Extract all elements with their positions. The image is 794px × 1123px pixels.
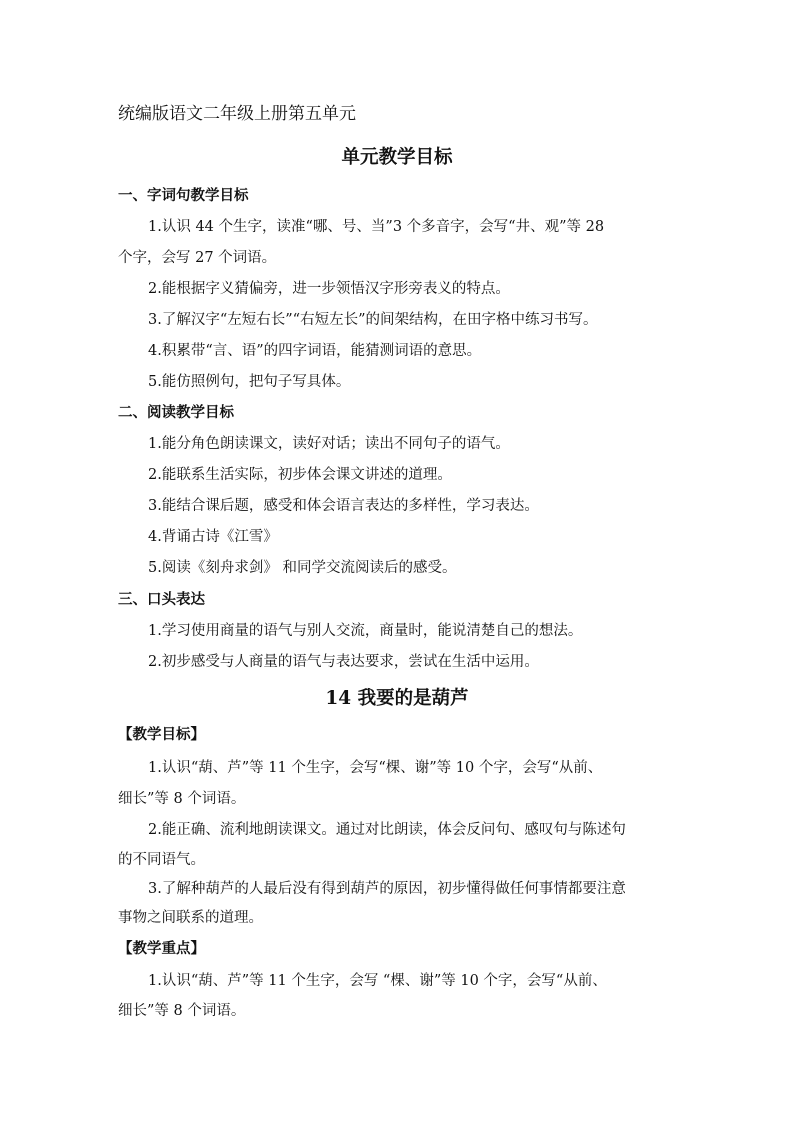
paragraph-line: 1.学习使用商量的语气与别人交流，商量时，能说清楚自己的想法。 [148,623,583,639]
paragraph-line: 5.阅读《刻舟求剑》 和同学交流阅读后的感受。 [148,560,457,576]
paragraph-line: 3.了解汉字“左短右长”“右短左长”的间架结构，在田字格中练习书写。 [148,312,598,328]
paragraph-line: 2.能根据字义猜偏旁，进一步领悟汉字形旁表义的特点。 [148,281,510,297]
lesson-title: 14 我要的是葫芦 [325,688,469,709]
paragraph-line: 事物之间联系的道理。 [118,910,263,926]
paragraph-line: 的不同语气。 [118,852,205,868]
paragraph-line: 3.能结合课后题，感受和体会语言表达的多样性，学习表达。 [148,498,539,514]
paragraph-line: 5.能仿照例句，把句子写具体。 [148,374,351,390]
paragraph-line: 1.认识“葫、芦”等 11 个生字，会写“棵、谢”等 10 个字，会写“从前、 [148,760,603,776]
document-header: 统编版语文二年级上册第五单元 [118,104,356,124]
paragraph-line: 1.认识“葫、芦”等 11 个生字，会写 “棵、谢”等 10 个字，会写“从前、 [148,973,607,989]
paragraph-line: 2.能联系生活实际，初步体会课文讲述的道理。 [148,467,452,483]
section-heading-2: 二、阅读教学目标 [118,404,234,421]
teaching-goals-heading: 【教学目标】 [118,726,205,743]
paragraph-line: 2.初步感受与人商量的语气与表达要求，尝试在生活中运用。 [148,654,539,670]
teaching-keypoints-heading: 【教学重点】 [118,940,205,957]
section-heading-3: 三、口头表达 [118,591,205,608]
paragraph-line: 个字，会写 27 个词语。 [118,250,277,266]
section-heading-1: 一、字词句教学目标 [118,187,249,204]
paragraph-line: 细长”等 8 个词语。 [118,1003,246,1019]
paragraph-line: 1.认识 44 个生字，读准“哪、号、当”3 个多音字，会写“井、观”等 28 [148,219,605,235]
paragraph-line: 1.能分角色朗读课文，读好对话；读出不同句子的语气。 [148,436,510,452]
paragraph-line: 4.积累带“言、语”的四字词语，能猜测词语的意思。 [148,343,482,359]
paragraph-line: 4.背诵古诗《江雪》 [148,529,278,545]
paragraph-line: 细长”等 8 个词语。 [118,791,246,807]
paragraph-line: 2.能正确、流利地朗读课文。通过对比朗读，体会反问句、感叹句与陈述句 [148,822,626,838]
paragraph-line: 3.了解种葫芦的人最后没有得到葫芦的原因，初步懂得做任何事情都要注意 [148,881,626,897]
unit-title: 单元教学目标 [341,147,453,168]
